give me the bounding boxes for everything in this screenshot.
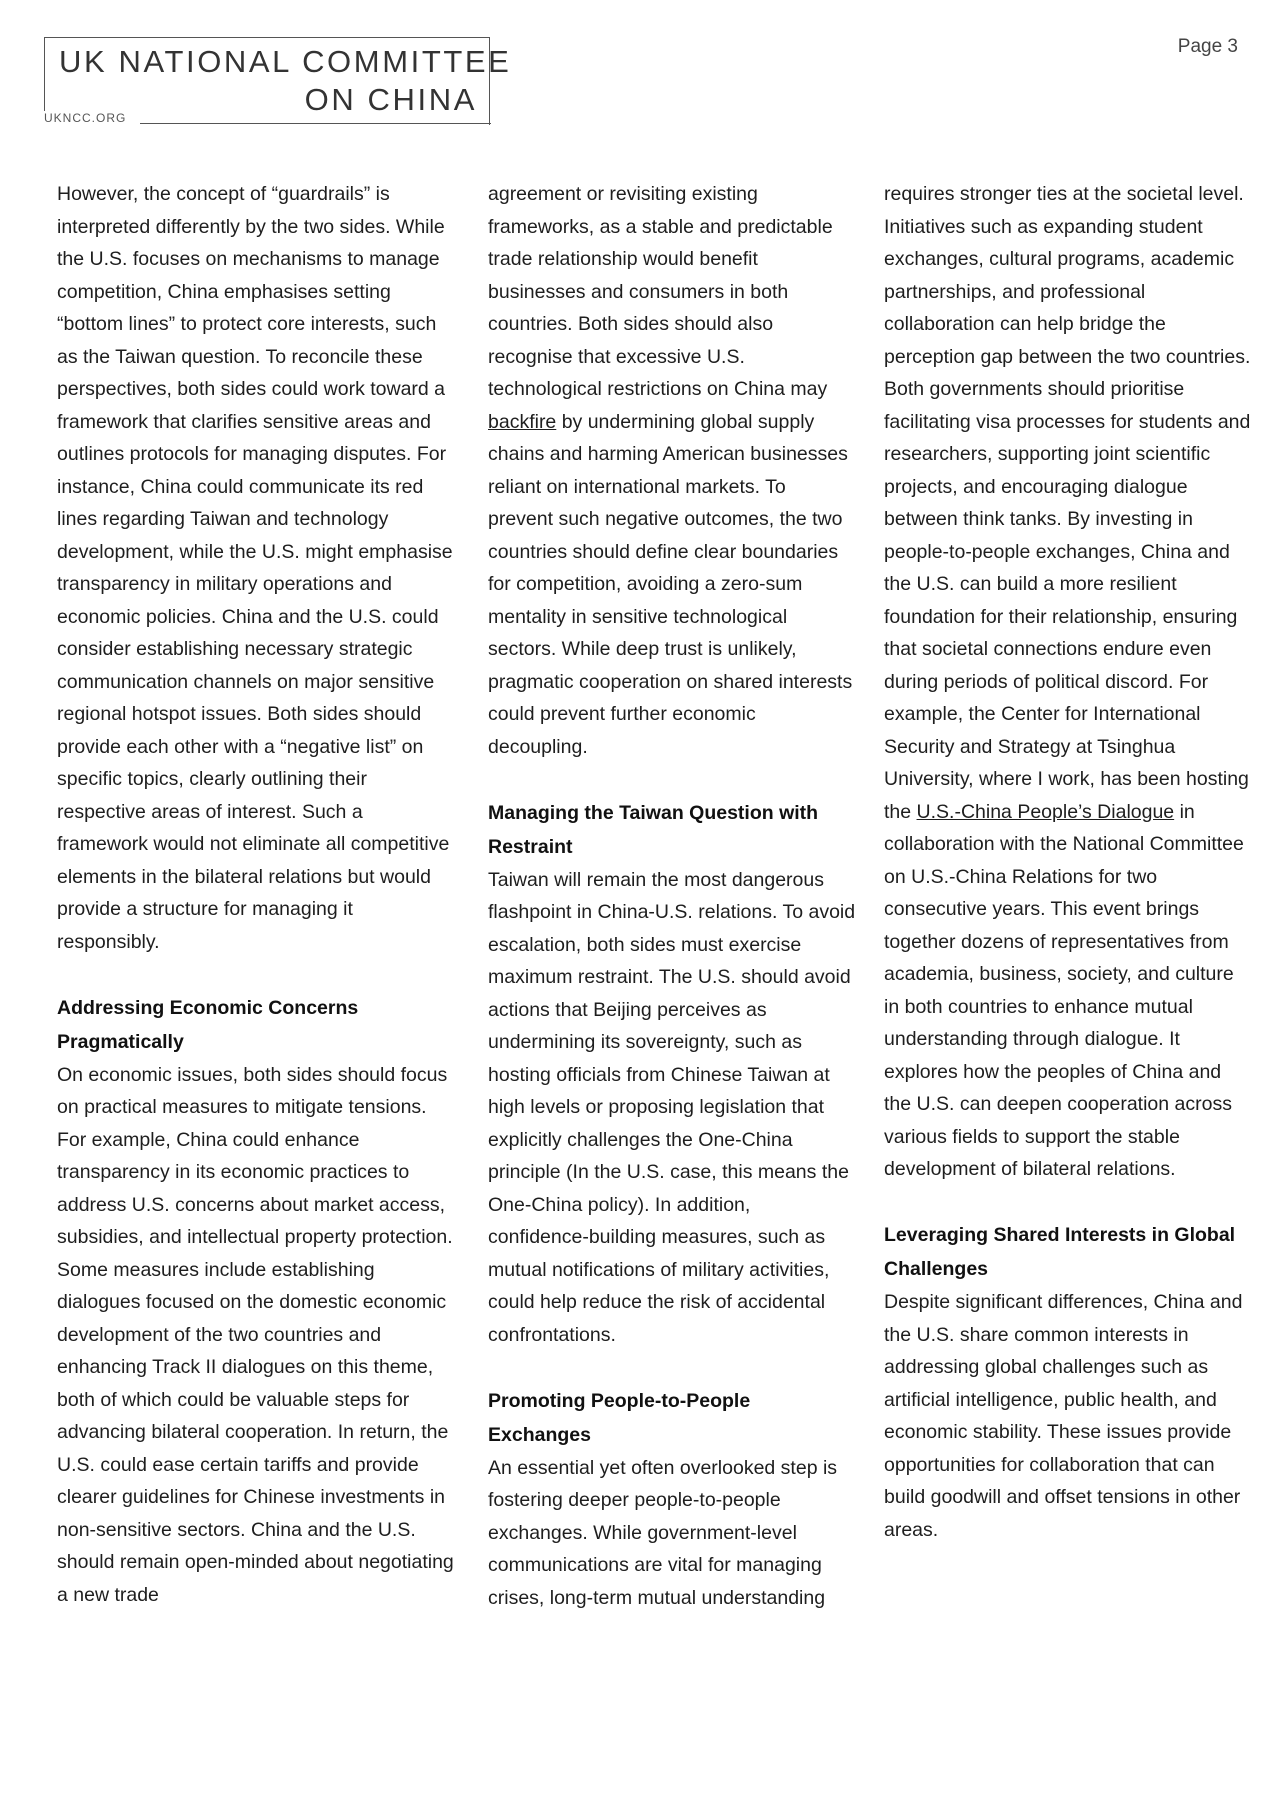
paragraph-societal-ties [884, 178, 1252, 1186]
peoples-dialogue-link[interactable]: U.S.-China People’s Dialogue [916, 800, 1175, 823]
paragraph-economic: On economic issues, both sides should focus on practical measures to mitigate tensions. For example, China could enhance transparency in its economic practices to address U.S. concerns about market access, subsidies, and intellectual property protection. Some measures include establishing dialogues focused on the domestic economic development of the two countries and enhancing Track II dialogues on this theme, both of which could be valuable steps for advancing bilateral cooperation. In return, the U.S. could ease certain tariffs and provide clearer guidelines for Chinese investments in non-sensitive sectors. China and the U.S. should remain open-minded about negotiating a new trade [57, 1063, 454, 1606]
spacer [488, 763, 856, 796]
text-segment: by undermining global supply chains and harming American businesses reliant on international markets. To prevent such negative outcomes, the two countries should define clear boundaries for competition, avoiding a zero-sum mentality in sensitive technological sectors. While deep trust is unlikely, pragmatic cooperation on shared interests could prevent further economic decoupling. [488, 410, 853, 758]
page-number: Page 3 [1177, 36, 1238, 57]
heading-taiwan-question: Managing the Taiwan Question with Restraint [488, 801, 819, 858]
column-3 [884, 178, 1252, 1546]
text-segment: agreement or revisiting existing frameworks, as a stable and predictable trade relationship would benefit businesses and consumers in both countries. Both sides should also recognise that excessive U.S. technological restrictions on China may [488, 183, 833, 400]
text-segment: in collaboration with the National Committee on U.S.-China Relations for two consecutive years. This event brings together dozens of representatives from academia, business, society, and culture in both countries to enhance mutual understanding through dialogue. It explores how the peoples of China and the U.S. can deepen cooperation across various fields to support the stable development of bilateral relations. [884, 800, 1244, 1180]
heading-shared-interests: Leveraging Shared Interests in Global Challenges [884, 1224, 1236, 1280]
spacer [57, 958, 457, 991]
heading-people-exchanges: Promoting People-to-People Exchanges [488, 1389, 751, 1446]
spacer [488, 1351, 856, 1384]
column-2 [488, 178, 856, 1614]
backfire-link[interactable]: backfire [488, 410, 557, 433]
column-1 [57, 178, 457, 1611]
paragraph-trade [488, 178, 856, 763]
paragraph-guardrails: However, the concept of “guardrails” is interpreted differently by the two sides. While the U.S. focuses on mechanisms to manage competition, China emphasises setting “bottom lines” to protect core interests, such as the Taiwan question. To reconcile these perspectives, both sides could work toward a framework that clarifies sensitive areas and outlines protocols for managing disputes. For instance, China could communicate its red lines regarding Taiwan and technology development, while the U.S. might emphasise transparency in military operations and economic policies. China and the U.S. could consider establishing necessary strategic communication channels on major sensitive regional hotspot issues. Both sides should provide each other with a “negative list” on specific topics, clearly outlining their respective areas of interest. Such a framework would not eliminate all competitive elements in the bilateral relations but would provide a structure for managing it responsibly. [57, 183, 453, 953]
text-segment: requires stronger ties at the societal level. Initiatives such as expanding student exchanges, cultural programs, academic partnerships, and professional collaboration can help bridge the perception gap between the two countries. Both governments should prioritise facilitating visa processes for students and researchers, supporting joint scientific projects, and encouraging dialogue between think tanks. By investing in people-to-people exchanges, China and the U.S. can build a more resilient foundation for their relationship, ensuring that societal connections endure even during periods of political discord. For example, the Center for International Security and Strategy at Tsinghua University, where I work, has been hosting the [884, 183, 1251, 823]
logo-text-line2: ON CHINA [304, 82, 477, 117]
paragraph-people-exchanges: An essential yet often overlooked step is fostering deeper people-to-people exchanges. While government-level communications are vital for managing crises, long-term mutual understanding [488, 1456, 838, 1609]
logo-text-line1: UK NATIONAL COMMITTEE [59, 44, 512, 79]
paragraph-global-challenges: Despite significant differences, China and the U.S. share common interests in addressing global challenges such as artificial intelligence, public health, and economic stability. These issues provide opportunities for collaboration that can build goodwill and offset tensions in other areas. [884, 1291, 1243, 1541]
logo-border-right [489, 37, 490, 125]
spacer [884, 1186, 1252, 1219]
heading-economic-concerns: Addressing Economic Concerns Pragmatically [57, 996, 359, 1053]
logo-underline [140, 123, 491, 124]
logo-url: UKNCC.ORG [44, 111, 134, 125]
paragraph-taiwan: Taiwan will remain the most dangerous flashpoint in China-U.S. relations. To avoid escalation, both sides must exercise maximum restraint. The U.S. should avoid actions that Beijing perceives as undermining its sovereignty, such as hosting officials from Chinese Taiwan at high levels or proposing legislation that explicitly challenges the One-China principle (In the U.S. case, this means the One-China policy). In addition, confidence-building measures, such as mutual notifications of military activities, could help reduce the risk of accidental confrontations. [488, 868, 856, 1346]
